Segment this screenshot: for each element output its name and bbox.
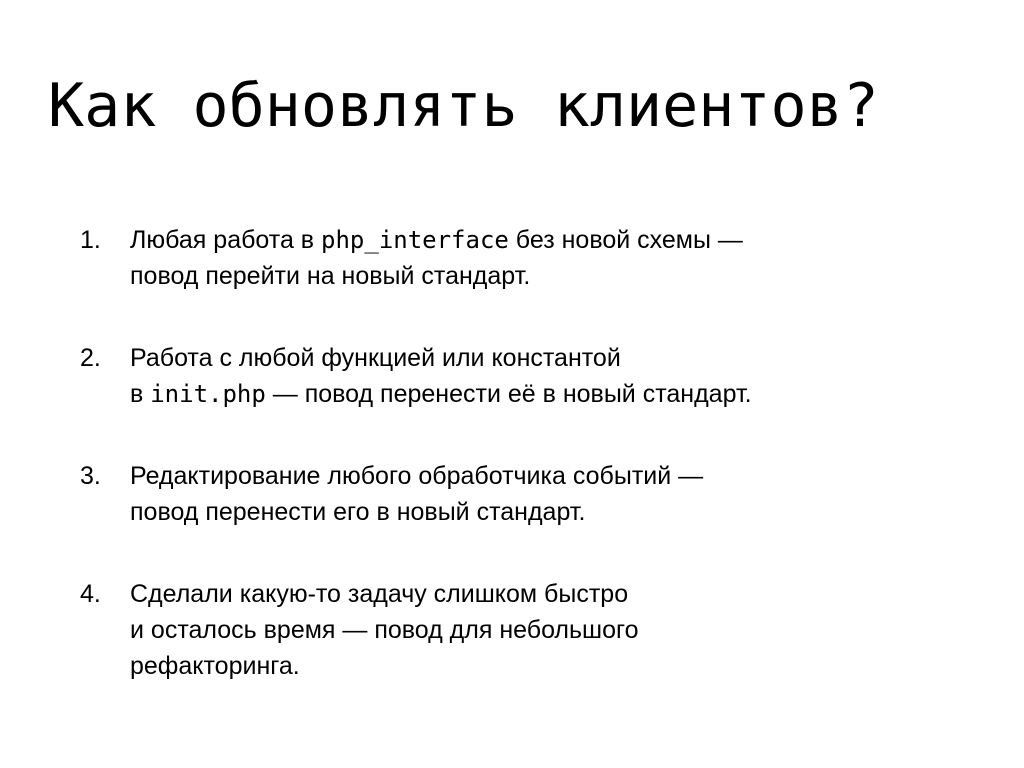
list-item-line: Сделали какую-то задачу слишком быстро xyxy=(130,580,629,608)
list-item-number: 1. xyxy=(80,226,101,254)
list-item-1 xyxy=(76,222,976,294)
list-item-number: 3. xyxy=(80,462,101,490)
list-item-line xyxy=(130,222,976,258)
list-item-line xyxy=(130,376,976,412)
list-item-line: повод перейти на новый стандарт. xyxy=(130,262,531,290)
inline-code: php_interface xyxy=(321,226,509,254)
list-item-line: и осталось время — повод для небольшого xyxy=(130,616,639,644)
text-span: — повод перенести её в новый стандарт. xyxy=(265,380,752,408)
inline-code: init.php xyxy=(150,380,266,408)
list-item-number: 2. xyxy=(80,344,101,372)
list-item-line: Редактирование любого обработчика событий — xyxy=(130,462,704,490)
list-item-line: Работа с любой функцией или константой xyxy=(130,344,621,372)
list-item-4 xyxy=(76,576,976,684)
slide-title: Как обновлять клиентов? xyxy=(48,71,879,141)
list-item-3 xyxy=(76,458,976,530)
text-span: Любая работа в xyxy=(130,226,322,254)
list-item-line: повод перенести его в новый стандарт. xyxy=(130,498,586,526)
list-item-line: рефакторинга. xyxy=(130,652,300,680)
numbered-list xyxy=(76,222,976,684)
list-item-number: 4. xyxy=(80,580,101,608)
text-span: в xyxy=(130,380,151,408)
text-span: без новой схемы — xyxy=(508,226,743,254)
list-item-2 xyxy=(76,340,976,412)
